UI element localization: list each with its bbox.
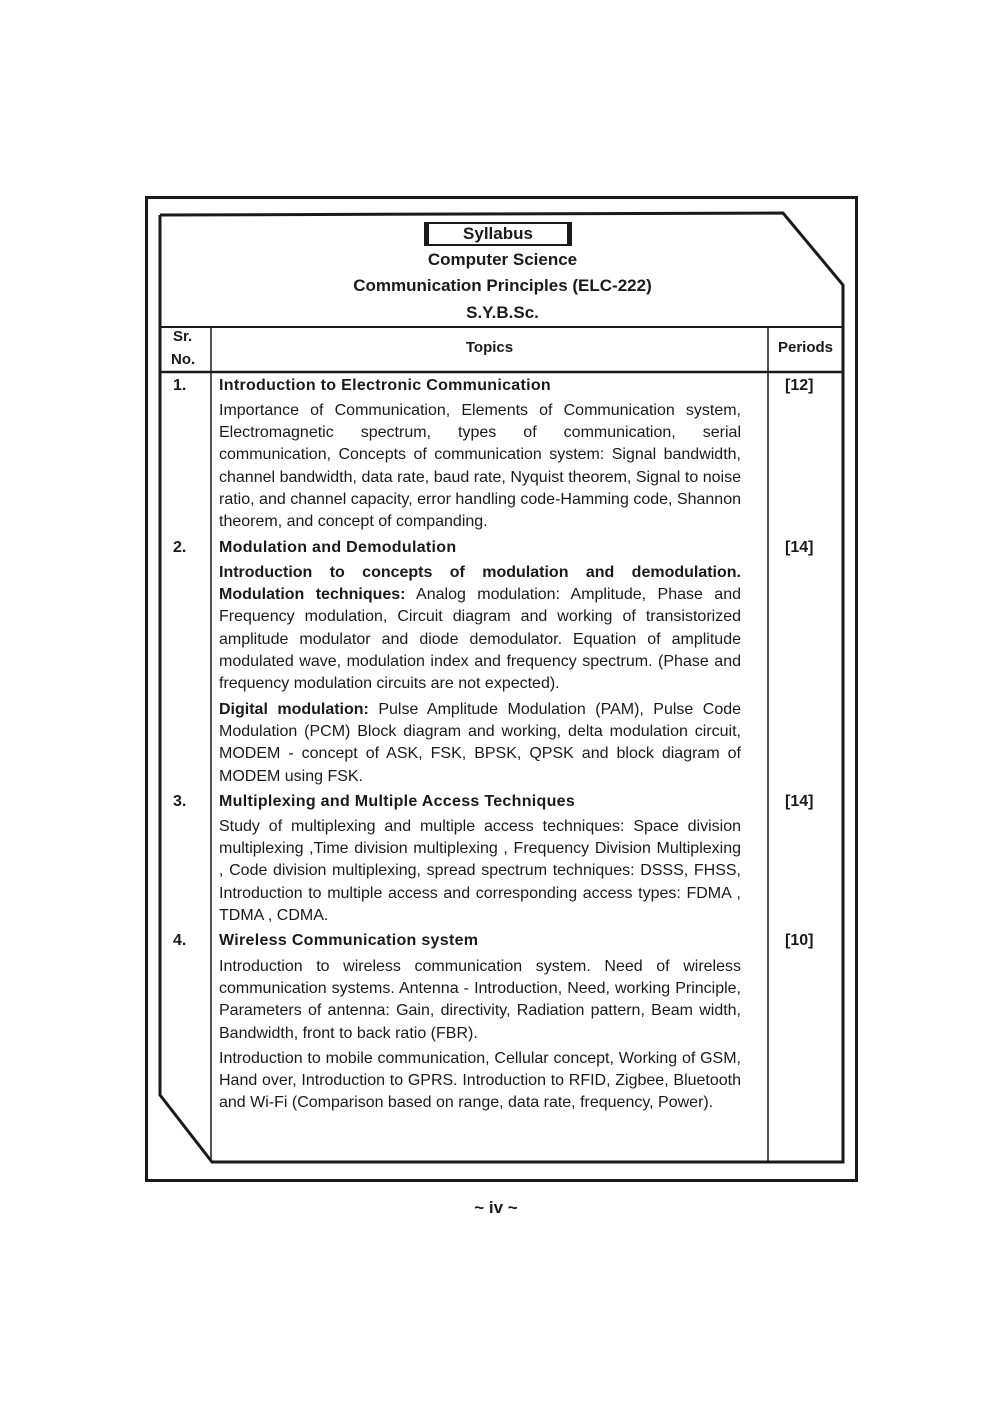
topic-periods: [14] bbox=[785, 539, 814, 556]
topic-title: Multiplexing and Multiple Access Techniques bbox=[219, 793, 576, 810]
row-number: 1. bbox=[173, 377, 187, 394]
row-number: 4. bbox=[173, 932, 187, 949]
column-header-sr: Sr. bbox=[173, 328, 193, 345]
topic-title: Modulation and Demodulation bbox=[219, 539, 457, 556]
row-number: 2. bbox=[173, 539, 187, 556]
topic-periods: [12] bbox=[785, 377, 814, 394]
column-header-topics: Topics bbox=[465, 339, 514, 356]
class-title: S.Y.B.Sc. bbox=[466, 303, 539, 322]
topic-periods: [10] bbox=[785, 932, 814, 949]
column-header-no: No. bbox=[171, 351, 196, 368]
topic-description: Introduction to mobile communication, Cellular concept, Working of GSM, Hand over, Introduction to GPRS. Introduction to RFID, Zigbee, Bluetooth and Wi-Fi (Comparison based on range, data rate, frequency, Power). bbox=[219, 1050, 741, 1112]
topic-title: Wireless Communication system bbox=[219, 932, 479, 949]
column-header-periods: Periods bbox=[777, 339, 834, 356]
topic-periods: [14] bbox=[785, 793, 814, 810]
topic-description: Study of multiplexing and multiple access techniques: Space division multiplexing ,Time division multiplexing , Frequency Division Multiplexing , Code division multiplexing, spread spectrum techniques: DSSS, FHSS, Introduction to multiple access and corresponding access types: FDMA , TDMA , CDMA. bbox=[219, 818, 741, 924]
course-title: Communication Principles (ELC-222) bbox=[353, 276, 652, 295]
row-number: 3. bbox=[173, 793, 187, 810]
topic-description: Introduction to concepts of modulation and demodulation. Modulation techniques: Analog modulation: Amplitude, Phase and Frequency modulation, Circuit diagram and working of transistorized amplitude modulator and diode demodulator. Equation of amplitude modulated wave, modulation index and frequency spectrum. (Phase and frequency modulation circuits are not expected). bbox=[219, 564, 742, 693]
page-number: ~ iv ~ bbox=[474, 1198, 518, 1217]
topic-description: Introduction to wireless communication system. Need of wireless communication systems. Antenna - Introduction, Need, working Principle, Parameters of antenna: Gain, directivity, Radiation pattern, Beam width, Bandwidth, front to back ratio (FBR). bbox=[219, 958, 741, 1042]
topic-description: Digital modulation: Pulse Amplitude Modulation (PAM), Pulse Code Modulation (PCM) Block diagram and working, delta modulation circuit, MODEM - concept of ASK, FSK, BPSK, QPSK and block diagram of MODEM using FSK. bbox=[219, 701, 742, 785]
syllabus-badge: Syllabus bbox=[424, 222, 572, 246]
topic-title: Introduction to Electronic Communication bbox=[219, 377, 551, 394]
topic-description: Importance of Communication, Elements of Communication system, Electromagnetic spectrum, types of communication, serial communication, Concepts of communication system: Signal bandwidth, channel bandwidth, data rate, baud rate, Nyquist theorem, Signal to noise ratio, and channel capacity, error handling code-Hamming code, Shannon theorem, and concept of companding. bbox=[219, 402, 741, 531]
subject-title: Computer Science bbox=[427, 250, 578, 269]
